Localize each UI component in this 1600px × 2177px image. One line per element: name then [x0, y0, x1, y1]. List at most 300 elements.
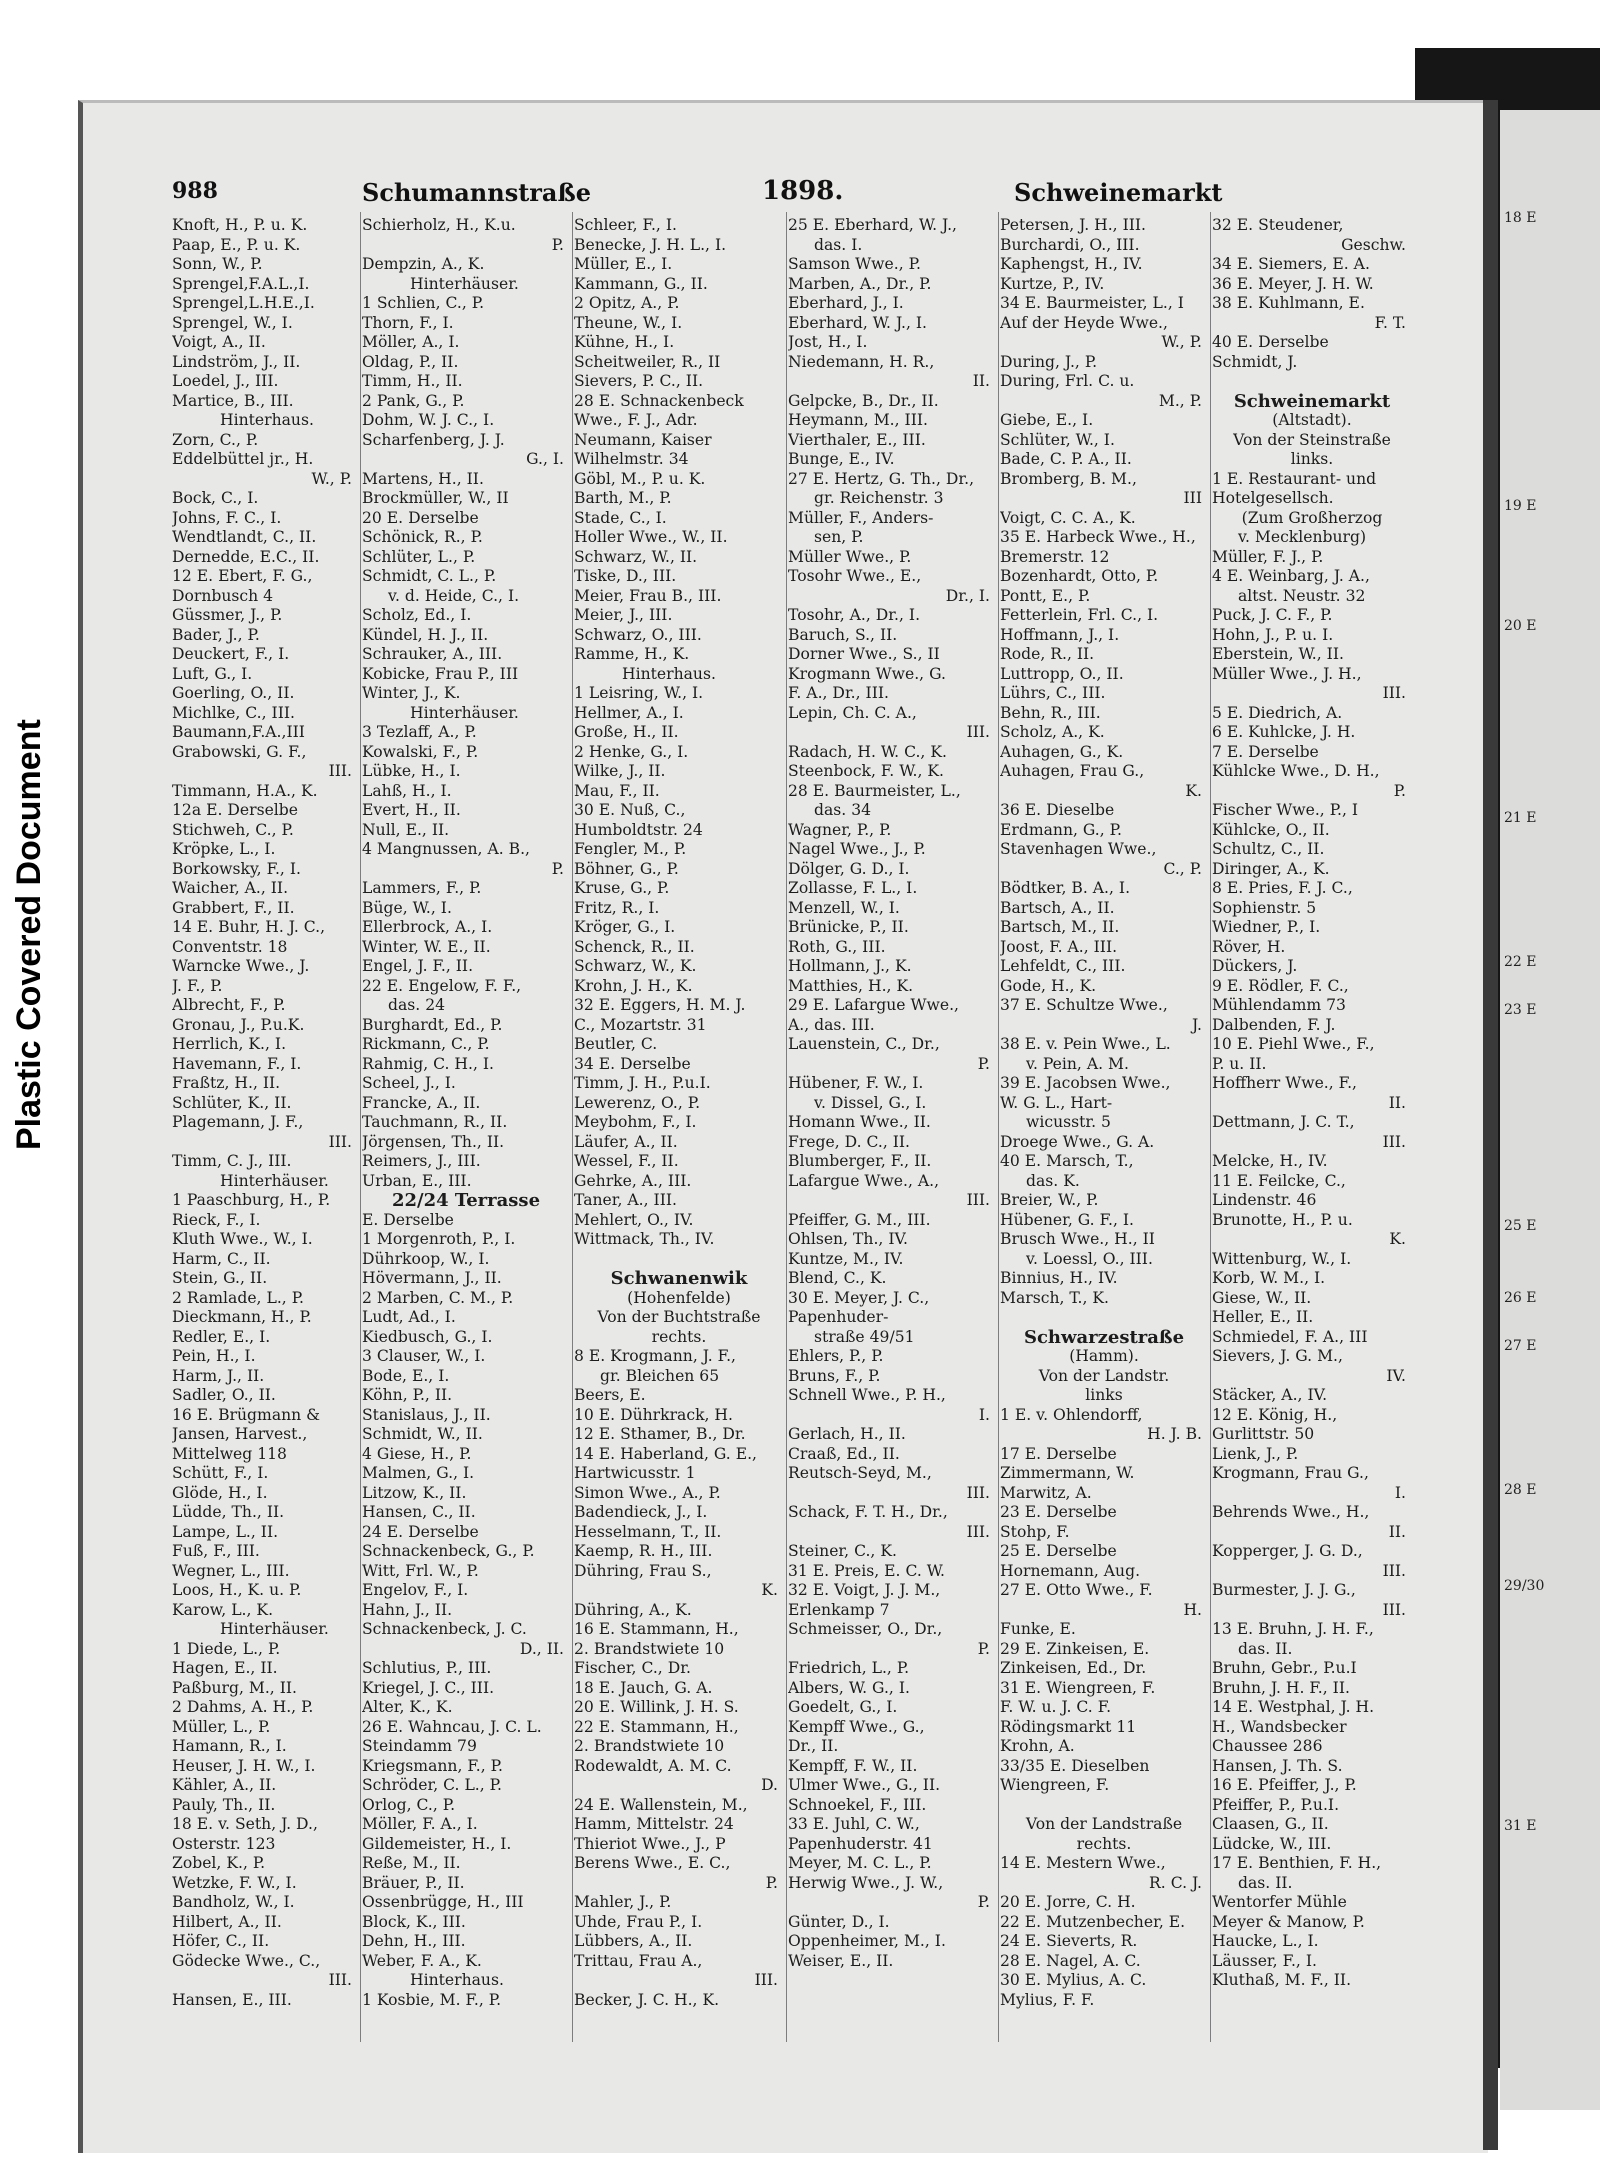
- next-page-fragment: [1500, 830, 1600, 854]
- side-label: Plastic Covered Document: [10, 719, 48, 1150]
- directory-line: Lüdde, Th., II.: [172, 1503, 285, 1521]
- directory-line: Marwitz, A.: [1000, 1483, 1092, 1502]
- directory-line: 26 E. Wahncau, J. C. L.: [362, 1717, 542, 1736]
- directory-line: Bruhn, J. H. F., II.: [1212, 1678, 1350, 1697]
- directory-line: Schnell Wwe., P. H.,: [788, 1386, 946, 1404]
- next-page-fragment: [1500, 1262, 1600, 1286]
- directory-line: 34 E. Baurmeister, L., I: [1000, 294, 1184, 312]
- next-page-fragment: [1500, 1742, 1600, 1766]
- directory-line: Jost, H., I.: [788, 333, 868, 351]
- next-page-fragment: [1500, 1382, 1600, 1406]
- directory-line: Kriegsmann, F., P.: [362, 1756, 503, 1775]
- directory-line: P.: [765, 1873, 778, 1892]
- directory-line: Glöde, H., I.: [172, 1483, 268, 1502]
- directory-line: Wittenburg, W., I.: [1212, 1249, 1352, 1268]
- directory-line: Hohn, J., P. u. I.: [1212, 625, 1334, 644]
- directory-line: 3 Clauser, W., I.: [362, 1347, 486, 1365]
- directory-line: Conventstr. 18: [172, 937, 288, 956]
- directory-line: Harm, C., II.: [172, 1249, 271, 1268]
- directory-line: Röver, H.: [1212, 937, 1286, 956]
- directory-line: Funke, E.: [1000, 1620, 1076, 1638]
- directory-line: Kähler, A., II.: [172, 1776, 277, 1794]
- directory-line: Heymann, M., III.: [788, 411, 928, 429]
- directory-line: Lafargue Wwe., A.,: [788, 1171, 940, 1190]
- directory-line: 35 E. Harbeck Wwe., H.,: [1000, 528, 1196, 546]
- directory-line: III.: [754, 1971, 778, 1989]
- directory-line: Lauenstein, C., Dr.,: [788, 1035, 940, 1053]
- directory-line: Bandholz, W., I.: [172, 1893, 295, 1911]
- directory-line: Baumann,F.A.,III: [172, 723, 305, 741]
- directory-line: Urban, E., III.: [362, 1171, 472, 1190]
- directory-line: P.: [551, 859, 564, 878]
- directory-line: Wilke, J., II.: [574, 762, 666, 780]
- directory-line: Goerling, O., II.: [172, 684, 295, 702]
- directory-line: Kurtze, P., IV.: [1000, 274, 1105, 293]
- directory-line: Herwig Wwe., J. W.,: [788, 1873, 944, 1892]
- next-page-fragment: 19 E: [1504, 498, 1537, 514]
- side-label-box: [10, 610, 58, 1150]
- directory-line: 22 E. Mutzenbecher, E.: [1000, 1912, 1186, 1931]
- directory-line: 33/35 E. Dieselben: [1000, 1756, 1150, 1775]
- directory-line: 16 E. Stammann, H.,: [574, 1620, 739, 1638]
- directory-line: Bozenhardt, Otto, P.: [1000, 567, 1159, 585]
- directory-line: 16 E. Pfeiffer, J., P.: [1212, 1776, 1357, 1794]
- directory-line: Hollmann, J., K.: [788, 957, 912, 975]
- directory-line: Auf der Heyde Wwe.,: [1000, 313, 1168, 332]
- directory-line: Lepin, Ch. C. A.,: [788, 703, 917, 722]
- column-rule: [998, 212, 999, 2042]
- directory-line: Pfeiffer, G. M., III.: [788, 1210, 931, 1229]
- next-page-fragment: [1500, 1694, 1600, 1718]
- directory-line: Meybohm, F., I.: [574, 1113, 697, 1131]
- directory-line: R. C. J.: [1149, 1873, 1202, 1892]
- directory-line: 10 E. Dührkrack, H.: [574, 1405, 733, 1424]
- directory-line: Wentorfer Mühle: [1212, 1893, 1347, 1911]
- next-page-fragment: [1500, 686, 1600, 710]
- directory-line: W., P.: [1161, 333, 1202, 351]
- directory-line: Fritz, R., I.: [574, 898, 660, 917]
- directory-line: 22 E. Stammann, H.,: [574, 1717, 739, 1736]
- directory-line: Jörgensen, Th., II.: [362, 1132, 505, 1151]
- directory-line: Papenhuderstr. 41: [788, 1834, 933, 1853]
- directory-line: Krohn, J. H., K.: [574, 976, 693, 995]
- directory-line: Dernedde, E.C., II.: [172, 547, 320, 566]
- directory-line: Fengler, M., P.: [574, 840, 687, 858]
- directory-line: Rickmann, C., P.: [362, 1035, 490, 1053]
- directory-line: Joost, F. A., III.: [1000, 937, 1118, 956]
- directory-line: Korb, W. M., I.: [1212, 1269, 1326, 1287]
- directory-line: Schmidt, J.: [1212, 352, 1298, 371]
- directory-line: Büge, W., I.: [362, 898, 452, 917]
- directory-line: Loos, H., K. u. P.: [172, 1581, 302, 1599]
- directory-line: Martens, H., II.: [362, 469, 484, 488]
- next-page-fragment: [1500, 422, 1600, 446]
- directory-line: Orlog, C., P.: [362, 1795, 456, 1814]
- directory-line: P.: [977, 1054, 990, 1073]
- directory-line: Mahler, J., P.: [574, 1893, 672, 1911]
- directory-line: Schnackenbeck, J. C.: [362, 1620, 527, 1638]
- directory-line: II.: [1388, 1093, 1406, 1112]
- directory-line: Schwarz, O., III.: [574, 625, 702, 644]
- header-right-street: Schweinemarkt: [1014, 178, 1223, 207]
- directory-line: K.: [1185, 781, 1202, 800]
- directory-line: Behrends Wwe., H.,: [1212, 1503, 1370, 1521]
- directory-line: 30 E. Nuß, C.,: [574, 801, 686, 819]
- directory-line: 28 E. Schnackenbeck: [574, 391, 744, 410]
- directory-line: Zollasse, F. L., I.: [788, 879, 918, 897]
- next-page-fragment: 27 E: [1504, 1338, 1537, 1354]
- directory-line: Niedemann, H. R.,: [788, 352, 935, 371]
- directory-line: Erlenkamp 7: [788, 1600, 890, 1619]
- directory-line: Zorn, C., P.: [172, 430, 259, 449]
- directory-line: F. A., Dr., III.: [788, 684, 889, 702]
- directory-line: 34 E. Derselbe: [574, 1054, 691, 1073]
- directory-line: Knoft, H., P. u. K.: [172, 216, 308, 234]
- directory-line: Scheel, J., I.: [362, 1074, 456, 1092]
- directory-line: Müller, F., Anders-: [788, 508, 934, 527]
- directory-line: Kühlcke, O., II.: [1212, 820, 1330, 839]
- next-page-fragment: [1500, 158, 1600, 182]
- directory-line: Scholz, Ed., I.: [362, 606, 472, 624]
- directory-line: 1 Morgenroth, P., I.: [362, 1230, 516, 1248]
- next-page-fragment: [1500, 1646, 1600, 1670]
- directory-line: 37 E. Schultze Wwe.,: [1000, 996, 1168, 1014]
- directory-line: Dettmann, J. C. T.,: [1212, 1113, 1355, 1131]
- directory-line: Waicher, A., II.: [172, 879, 289, 897]
- next-page-fragment: [1500, 302, 1600, 326]
- directory-line: Gelpcke, B., Dr., II.: [788, 391, 939, 410]
- directory-line: das. 34: [814, 801, 872, 819]
- directory-line: Schnackenbeck, G., P.: [362, 1542, 535, 1560]
- directory-line: Stichweh, C., P.: [172, 820, 294, 839]
- directory-line: Bruns, F., P.: [788, 1366, 881, 1385]
- directory-line: Scharfenberg, J. J.: [362, 430, 505, 449]
- directory-line: 33 E. Juhl, C. W.,: [788, 1815, 920, 1833]
- directory-line: Neumann, Kaiser: [574, 430, 712, 449]
- directory-line: (Altstadt).: [1272, 411, 1352, 429]
- directory-line: Stäcker, A., IV.: [1212, 1386, 1328, 1404]
- next-page-fragment: [1500, 638, 1600, 662]
- directory-line: das. I.: [814, 235, 863, 254]
- directory-line: 18 E. Jauch, G. A.: [574, 1678, 713, 1697]
- directory-line: Ohlsen, Th., IV.: [788, 1230, 908, 1248]
- directory-line: links: [1085, 1386, 1123, 1404]
- directory-line: Lührs, C., III.: [1000, 684, 1106, 702]
- column-2: [362, 216, 570, 2038]
- directory-line: E. Derselbe: [362, 1210, 454, 1229]
- directory-line: Dückers, J.: [1212, 957, 1298, 975]
- directory-line: 14 E. Mestern Wwe.,: [1000, 1854, 1166, 1872]
- directory-line: III.: [1382, 1561, 1406, 1580]
- directory-line: W. G. L., Hart-: [1000, 1093, 1113, 1112]
- directory-line: 1 E. Restaurant- und: [1212, 469, 1377, 488]
- directory-line: Sievers, J. G. M.,: [1212, 1347, 1343, 1365]
- directory-line: 24 E. Sieverts, R.: [1000, 1932, 1138, 1950]
- directory-line: Gerlach, H., II.: [788, 1425, 906, 1443]
- directory-line: Holler Wwe., W., II.: [574, 528, 728, 546]
- directory-line: Zinkeisen, Ed., Dr.: [1000, 1659, 1147, 1677]
- directory-line: Albrecht, F., P.: [172, 996, 286, 1014]
- directory-line: Sievers, P. C., II.: [574, 372, 704, 390]
- directory-line: Tauchmann, R., II.: [362, 1113, 508, 1131]
- directory-line: Steenbock, F. W., K.: [788, 762, 944, 780]
- directory-line: Uhde, Frau P., I.: [574, 1912, 703, 1931]
- directory-line: III.: [1382, 684, 1406, 702]
- directory-line: 31 E. Wiengreen, F.: [1000, 1678, 1156, 1697]
- directory-line: 29 E. Lafargue Wwe.,: [788, 996, 959, 1014]
- directory-line: Wittmack, Th., IV.: [574, 1230, 715, 1248]
- directory-line: Schlüter, L., P.: [362, 547, 476, 566]
- directory-line: Breier, W., P.: [1000, 1191, 1099, 1209]
- directory-line: K.: [1389, 1230, 1406, 1248]
- directory-line: Kluth Wwe., W., I.: [172, 1230, 313, 1248]
- directory-line: Craaß, Ed., II.: [788, 1444, 900, 1463]
- directory-line: 9 E. Rödler, F. C.,: [1212, 976, 1349, 995]
- directory-line: Vierthaler, E., III.: [788, 430, 926, 449]
- directory-line: 28 E. Baurmeister, L.,: [788, 781, 961, 800]
- directory-line: P. u. II.: [1212, 1054, 1267, 1073]
- directory-line: Burghardt, Ed., P.: [362, 1015, 503, 1034]
- directory-line: Oldag, P., II.: [362, 352, 459, 371]
- directory-line: Benecke, J. H. L., I.: [574, 235, 727, 254]
- directory-line: P.: [1393, 781, 1406, 800]
- directory-line: Marsch, T., K.: [1000, 1288, 1109, 1307]
- directory-line: Tosohr Wwe., E.,: [788, 567, 922, 585]
- directory-line: Malmen, G., I.: [362, 1464, 475, 1482]
- directory-line: 34 E. Siemers, E. A.: [1212, 255, 1370, 273]
- directory-line: Bartsch, M., II.: [1000, 918, 1120, 936]
- directory-line: Kündel, H. J., II.: [362, 625, 489, 644]
- directory-line: Hinterhäuser.: [410, 703, 519, 722]
- next-page-fragment: [1500, 230, 1600, 254]
- directory-line: Schlutius, P., III.: [362, 1659, 492, 1677]
- next-page-fragment: [1500, 374, 1600, 398]
- next-page-fragment: [1500, 1118, 1600, 1142]
- directory-line: Hinterhaus.: [220, 411, 314, 429]
- next-page-fragment: 31 E: [1504, 1818, 1537, 1834]
- column-1: [172, 216, 358, 2038]
- directory-line: 25 E. Derselbe: [1000, 1542, 1117, 1560]
- directory-line: Schleer, F., I.: [574, 216, 677, 234]
- next-page-fragment: [1500, 1454, 1600, 1478]
- next-page-fragment: [1500, 1358, 1600, 1382]
- directory-line: Eberhard, W. J., I.: [788, 313, 927, 332]
- directory-line: Badendieck, J., I.: [574, 1503, 708, 1521]
- directory-line: Alter, K., K.: [362, 1698, 453, 1716]
- directory-line: 1 Schlien, C., P.: [362, 294, 485, 312]
- directory-line: Frege, D. C., II.: [788, 1132, 911, 1151]
- header-year: 1898.: [762, 176, 844, 206]
- directory-line: Hinterhäuser.: [220, 1620, 329, 1638]
- directory-line: Meier, Frau B., III.: [574, 586, 722, 605]
- directory-line: Brunotte, H., P. u.: [1212, 1210, 1353, 1229]
- directory-line: 1 Diede, L., P.: [172, 1639, 281, 1658]
- directory-line: Grabowski, G. F.,: [172, 742, 307, 761]
- next-page-fragment: [1500, 1094, 1600, 1118]
- directory-line: 30 E. Meyer, J. C.,: [788, 1288, 930, 1307]
- next-page-fragment: [1500, 926, 1600, 950]
- next-page-fragment: [1500, 1766, 1600, 1790]
- directory-line: Von der Steinstraße: [1233, 430, 1391, 449]
- directory-line: C., Mozartstr. 31: [574, 1015, 707, 1034]
- directory-line: straße 49/51: [814, 1327, 915, 1346]
- directory-line: Puck, J. C. F., P.: [1212, 606, 1333, 624]
- directory-line: rechts.: [1076, 1834, 1132, 1853]
- directory-line: Lienk, J., P.: [1212, 1444, 1299, 1463]
- directory-line: Bunge, E., IV.: [788, 450, 895, 468]
- directory-line: Krogmann, Frau G.,: [1212, 1464, 1369, 1482]
- directory-line: (Hohenfelde): [627, 1288, 731, 1307]
- directory-line: 4 Giese, H., P.: [362, 1444, 472, 1463]
- directory-line: Fuß, F., III.: [172, 1542, 260, 1560]
- directory-line: das. II.: [1238, 1873, 1293, 1892]
- directory-line: Tosohr, A., Dr., I.: [788, 606, 921, 624]
- directory-line: Taner, A., III.: [574, 1191, 677, 1209]
- next-page-fragment: [1500, 1550, 1600, 1574]
- directory-line: links.: [1290, 450, 1334, 468]
- directory-line: Heuser, J. H. W., I.: [172, 1756, 316, 1775]
- directory-line: Pfeiffer, P., P.u.I.: [1212, 1795, 1340, 1814]
- next-page-fragment: [1500, 902, 1600, 926]
- directory-line: Friedrich, L., P.: [788, 1659, 910, 1677]
- directory-line: Dohm, W. J. C., I.: [362, 411, 495, 429]
- directory-line: Brockmüller, W., II: [362, 489, 509, 507]
- next-page-fragment: 18 E: [1504, 210, 1537, 226]
- directory-line: Haucke, L., I.: [1212, 1932, 1319, 1950]
- directory-line: 8 E. Pries, F. J. C.,: [1212, 879, 1353, 897]
- directory-line: Francke, A., II.: [362, 1093, 481, 1112]
- next-page-fragment: 20 E: [1504, 618, 1537, 634]
- directory-line: 6 E. Kuhlcke, J. H.: [1212, 723, 1356, 741]
- directory-line: Claasen, G., II.: [1212, 1815, 1329, 1833]
- directory-line: Jansen, Harvest.,: [172, 1425, 308, 1443]
- directory-line: v. d. Heide, C., I.: [388, 586, 520, 605]
- directory-line: 36 E. Meyer, J. H. W.: [1212, 274, 1374, 293]
- directory-line: Gildemeister, H., I.: [362, 1834, 512, 1853]
- directory-line: das. K.: [1026, 1171, 1080, 1190]
- directory-line: Bartsch, A., II.: [1000, 898, 1115, 917]
- next-page-fragment: [1500, 1142, 1600, 1166]
- directory-line: Lampe, L., II.: [172, 1522, 279, 1541]
- directory-line: Ramme, H., K.: [574, 645, 690, 663]
- next-page-fragment: 26 E: [1504, 1290, 1537, 1306]
- directory-line: During, J., P.: [1000, 352, 1098, 371]
- directory-line: 16 E. Brügmann &: [172, 1405, 321, 1424]
- directory-line: Fraßtz, H., II.: [172, 1074, 281, 1092]
- directory-line: 2 Ramlade, L., P.: [172, 1288, 304, 1307]
- directory-line: Müller, E., I.: [574, 255, 673, 273]
- directory-line: Rödingsmarkt 11: [1000, 1717, 1137, 1736]
- directory-line: 39 E. Jacobsen Wwe.,: [1000, 1074, 1171, 1092]
- directory-line: Mühlendamm 73: [1212, 996, 1346, 1014]
- directory-line: Steiner, C., K.: [788, 1542, 897, 1560]
- directory-line: Pauly, Th., II.: [172, 1795, 276, 1814]
- page-header: [172, 176, 1223, 216]
- directory-line: Redler, E., I.: [172, 1327, 271, 1346]
- directory-line: Schmiedel, F. A., III: [1212, 1327, 1368, 1346]
- directory-line: Schmidt, C. L., P.: [362, 567, 497, 585]
- directory-line: Hamann, R., I.: [172, 1737, 287, 1755]
- directory-line: 20 E. Jorre, C. H.: [1000, 1893, 1136, 1911]
- directory-line: Weiser, E., II.: [788, 1951, 894, 1970]
- next-page-fragment: [1500, 854, 1600, 878]
- next-page-fragment: [1500, 1670, 1600, 1694]
- directory-line: Günter, D., I.: [788, 1912, 890, 1931]
- directory-line: Dalbenden, F. J.: [1212, 1015, 1336, 1034]
- directory-line: 40 E. Marsch, T.,: [1000, 1152, 1134, 1170]
- directory-line: F. T.: [1374, 313, 1406, 332]
- directory-line: Sprengel,L.H.E.,I.: [172, 294, 315, 312]
- next-page-fragment: 25 E: [1504, 1218, 1537, 1234]
- directory-line: Eddelbüttel jr., H.: [172, 450, 314, 468]
- directory-line: Winter, W. E., II.: [362, 937, 491, 956]
- directory-line: Johns, F. C., I.: [172, 508, 282, 527]
- next-page-fragment: [1500, 350, 1600, 374]
- directory-line: 32 E. Voigt, J. J. M.,: [788, 1581, 941, 1599]
- directory-line: K.: [761, 1581, 778, 1599]
- directory-line: Paap, E., P. u. K.: [172, 235, 301, 254]
- next-page-fragment: [1500, 1310, 1600, 1334]
- directory-line: Kempff Wwe., G.,: [788, 1717, 925, 1736]
- column-rule: [786, 212, 787, 2042]
- directory-line: 1 E. v. Ohlendorff,: [1000, 1405, 1143, 1424]
- directory-line: Hilbert, A., II.: [172, 1912, 282, 1931]
- directory-line: Kühne, H., I.: [574, 333, 675, 351]
- directory-line: Ulmer Wwe., G., II.: [788, 1776, 941, 1794]
- directory-line: Rodewaldt, A. M. C.: [574, 1756, 732, 1775]
- directory-line: Weber, F. A., K.: [362, 1951, 482, 1970]
- directory-line: Nagel Wwe., J., P.: [788, 840, 926, 858]
- directory-line: 2. Brandstwiete 10: [574, 1639, 725, 1658]
- directory-line: III: [1183, 489, 1202, 507]
- directory-line: Krogmann Wwe., G.: [788, 664, 946, 683]
- page-number: 988: [172, 178, 218, 204]
- directory-line: Grabbert, F., II.: [172, 898, 295, 917]
- directory-line: Lehfeldt, C., III.: [1000, 957, 1126, 975]
- directory-line: Stade, C., I.: [574, 508, 667, 527]
- directory-line: 12 E. Ebert, F. G.,: [172, 567, 313, 585]
- directory-line: Schwanenwik: [610, 1269, 748, 1289]
- directory-line: 17 E. Derselbe: [1000, 1444, 1117, 1463]
- directory-line: Brünicke, P., II.: [788, 918, 909, 936]
- directory-line: Kowalski, F., P.: [362, 742, 479, 761]
- directory-line: Papenhuder-: [788, 1308, 889, 1326]
- directory-line: Hagen, E., II.: [172, 1659, 278, 1677]
- directory-line: (Hamm).: [1069, 1347, 1139, 1365]
- directory-line: 31 E. Preis, E. C. W.: [788, 1561, 946, 1580]
- directory-line: II.: [1388, 1522, 1406, 1541]
- directory-line: D.: [761, 1776, 778, 1794]
- directory-line: Rieck, F., I.: [172, 1210, 261, 1229]
- column-5: [1000, 216, 1208, 2038]
- directory-line: Engelov, F., I.: [362, 1581, 469, 1599]
- next-page-fragment: [1500, 1718, 1600, 1742]
- next-page-fragment: [1500, 1790, 1600, 1814]
- directory-line: Köhn, P., II.: [362, 1386, 453, 1404]
- directory-line: Höfer, C., II.: [172, 1932, 270, 1950]
- directory-line: Schenck, R., II.: [574, 937, 695, 956]
- directory-line: Plagemann, J. F.,: [172, 1113, 304, 1131]
- directory-line: 1 Paaschburg, H., P.: [172, 1191, 331, 1209]
- directory-line: Burchardi, O., III.: [1000, 235, 1140, 254]
- directory-line: 17 E. Benthien, F. H.,: [1212, 1854, 1382, 1872]
- directory-line: Schmidt, W., II.: [362, 1425, 483, 1443]
- directory-line: 25 E. Eberhard, W. J.,: [788, 216, 958, 234]
- directory-line: Müller, L., P.: [172, 1717, 271, 1736]
- directory-line: Schierholz, H., K.u.: [362, 216, 516, 234]
- directory-line: Dr., I.: [945, 586, 990, 605]
- directory-line: Fischer, C., Dr.: [574, 1659, 691, 1677]
